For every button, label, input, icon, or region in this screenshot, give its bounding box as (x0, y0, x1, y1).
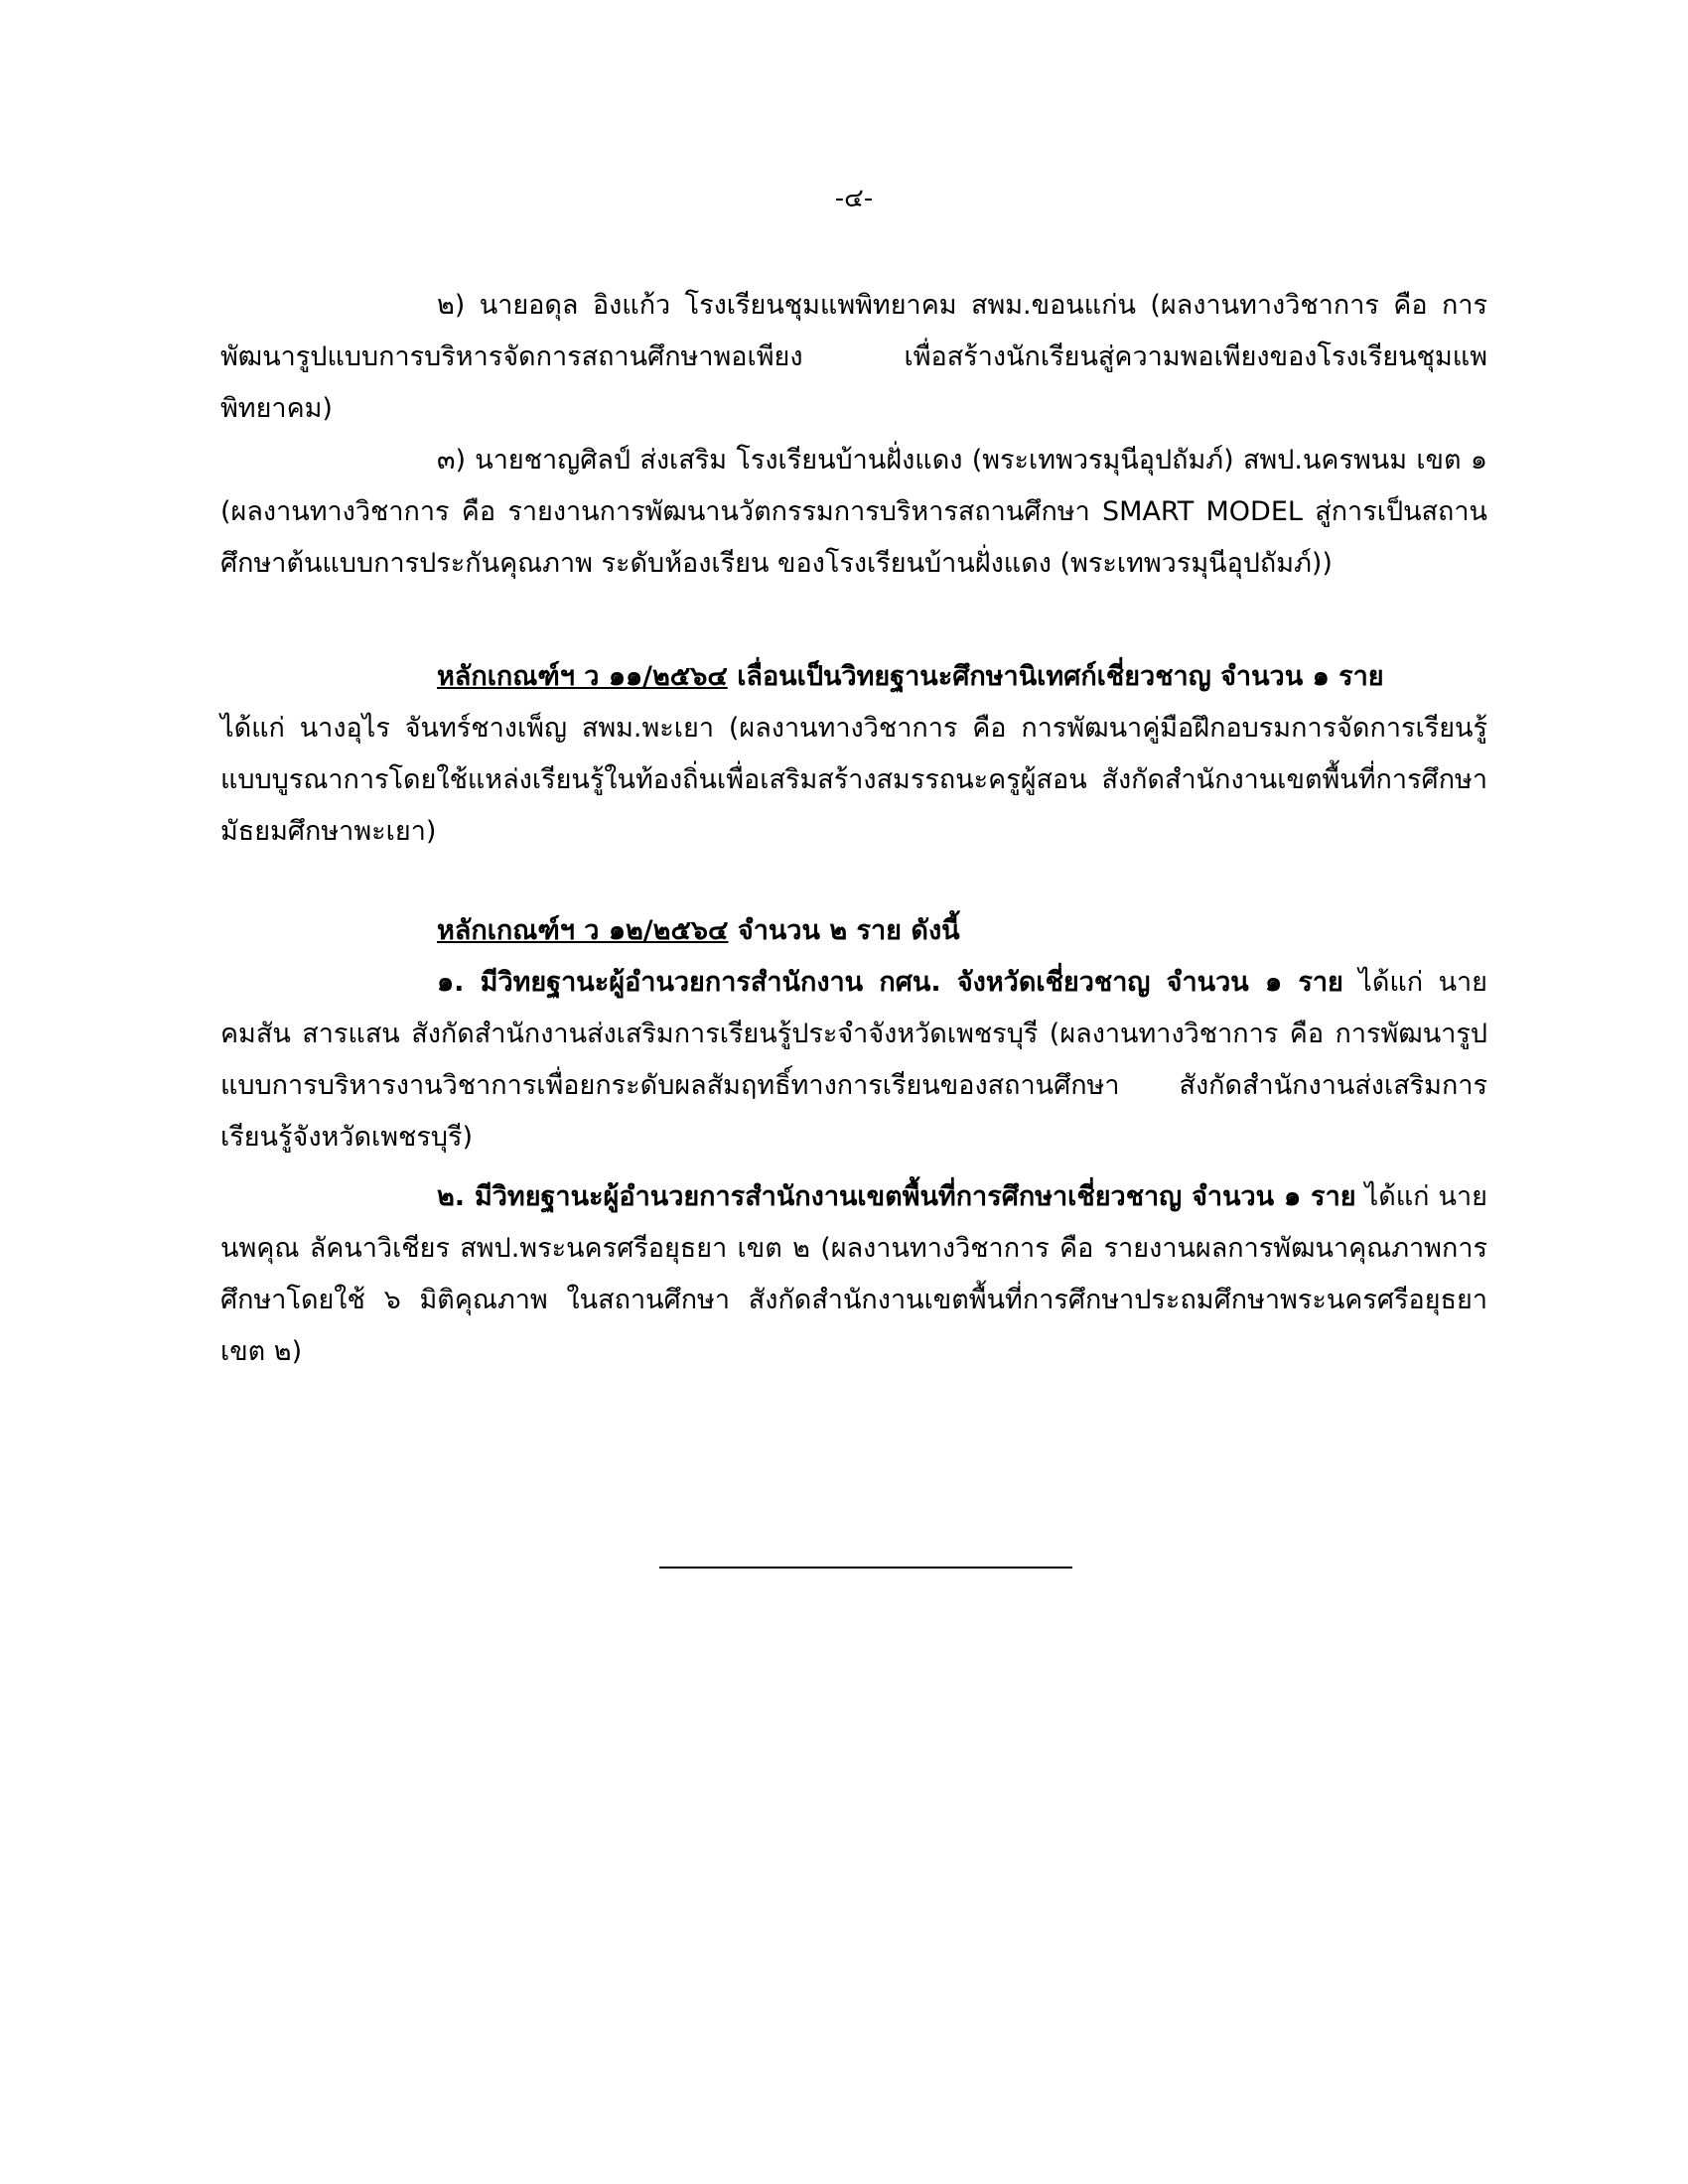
item-2-paragraph: ๒) นายอดุล อิงแก้ว โรงเรียนชุมแพพิทยาคม สพม.ขอนแก่น (ผลงานทางวิชาการ คือ การพัฒนารูปแบบการบริหารจัดการสถานศึกษาพอเพียง เพื่อสร้างนักเรียนสู่ความพอเพียงของโรงเรียนชุมแพพิทยาคม) (220, 290, 1487, 424)
section-v12-ref: หลักเกณฑ์ฯ ว ๑๒/๒๕๖๔ (437, 915, 729, 946)
section-v12-heading: จำนวน ๒ ราย ดังนี้ (728, 915, 960, 946)
entry-1-body: ได้แก่ นายคมสัน สารแสน สังกัดสำนักงานส่งเสริมการเรียนรู้ประจำจังหวัดเพชรบุรี (ผลงานทางวิชาการ คือ การพัฒนารูปแบบการบริหารงานวิชาการเพื่อยกระดับผลสัมฤทธิ์ทางการเรียนของสถานศึกษา สังกัดสำนักงานส่งเสริมการเรียนรู้จังหวัดเพชรบุรี) (220, 967, 1488, 1153)
page-number: -๔- (834, 184, 874, 213)
section-v11-body: ได้แก่ นางอุไร จันทร์ชางเพ็ญ สพม.พะเยา (ผลงานทางวิชาการ คือ การพัฒนาคู่มือฝึกอบรมการจัดการเรียนรู้แบบบูรณาการโดยใช้แหล่งเรียนรู้ในท้องถิ่นเพื่อเสริมสร้างสมรรถนะครูผู้สอน สังกัดสำนักงานเขตพื้นที่การศึกษามัธยมศึกษาพะเยา) (220, 713, 1487, 847)
section-v11-heading: เลื่อนเป็นวิทยฐานะศึกษานิเทศก์เชี่ยวชาญ จำนวน ๑ ราย (727, 661, 1384, 692)
end-divider-line (659, 1567, 1072, 1569)
section-v11-paragraph (220, 651, 1487, 858)
section-v12-entry-2 (220, 1171, 1487, 1378)
section-v11-ref: หลักเกณฑ์ฯ ว ๑๑/๒๕๖๔ (437, 661, 728, 692)
section-v12-heading-paragraph (220, 905, 1487, 957)
entry-2-heading: ๒. มีวิทยฐานะผู้อำนวยการสำนักงานเขตพื้นที่การศึกษาเชี่ยวชาญ จำนวน ๑ ราย (437, 1181, 1356, 1212)
item-3-paragraph: ๓) นายชาญศิลป์ ส่งเสริม โรงเรียนบ้านฝั่งแดง (พระเทพวรมุนีอุปถัมภ์) สพป.นครพนม เขต ๑ (ผลงานทางวิชาการ คือ รายงานการพัฒนานวัตกรรมการบริหารสถานศึกษา SMART MODEL สู่การเป็นสถานศึกษาต้นแบบการประกันคุณภาพ ระดับห้องเรียน ของโรงเรียนบ้านฝั่งแดง (พระเทพวรมุนีอุปถัมภ์)) (220, 445, 1487, 579)
entry-1-heading: ๑. มีวิทยฐานะผู้อำนวยการสำนักงาน กศน. จังหวัดเชี่ยวชาญ จำนวน ๑ ราย (437, 967, 1343, 998)
entry-2-body: ได้แก่ นายนพคุณ ลัคนาวิเชียร สพป.พระนครศรีอยุธยา เขต ๒ (ผลงานทางวิชาการ คือ รายงานผลการพัฒนาคุณภาพการศึกษาโดยใช้ ๖ มิติคุณภาพ ในสถานศึกษา สังกัดสำนักงานเขตพื้นที่การศึกษาประถมศึกษาพระนครศรีอยุธยา เขต ๒) (220, 1181, 1487, 1367)
section-v12-entry-1 (220, 957, 1487, 1163)
